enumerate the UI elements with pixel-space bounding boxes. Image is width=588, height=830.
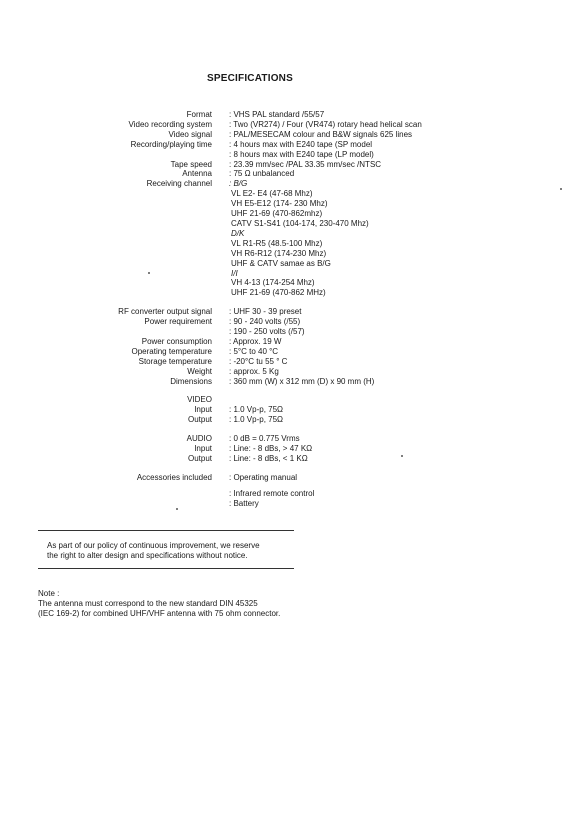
spec-row (0, 405, 588, 415)
spec-row (0, 288, 588, 298)
spec-row (0, 269, 588, 279)
spec-row (0, 377, 588, 387)
spec-value: CATV S1-S41 (104-174, 230-470 Mhz) (231, 218, 369, 228)
improvement-notice (47, 541, 347, 561)
notice-line-2: the right to alter design and specifications without notice. (47, 551, 248, 560)
spec-value: : Line: - 8 dBs, > 47 KΩ (229, 444, 313, 454)
spec-row (0, 160, 588, 170)
spec-value: : 1.0 Vp-p, 75Ω (229, 405, 284, 415)
spec-row (0, 454, 588, 464)
divider-top (38, 530, 294, 531)
spec-row (0, 229, 588, 239)
spec-label: RF converter output signal (118, 307, 212, 317)
spec-value: UHF 21-69 (470-862 MHz) (231, 288, 326, 298)
antenna-note (38, 589, 378, 619)
spec-label: Tape speed (170, 159, 212, 169)
spec-value: : 1.0 Vp-p, 75Ω (229, 415, 284, 425)
spec-label: Output (187, 415, 212, 425)
spec-label: VIDEO (187, 395, 212, 405)
scan-speck (401, 455, 403, 457)
spec-value: VH 4-13 (174-254 Mhz) (231, 278, 315, 288)
divider-bottom (38, 568, 294, 569)
spec-value: : Line: - 8 dBs, < 1 KΩ (229, 454, 308, 463)
spec-label (0, 239, 212, 249)
spec-label (0, 219, 212, 229)
spec-row (0, 219, 588, 229)
spec-value: : Infrared remote control (229, 488, 315, 498)
spec-row (0, 367, 588, 377)
spec-value: : approx. 5 Kg (229, 366, 279, 376)
spec-label: Output (187, 454, 212, 463)
spec-label (0, 288, 212, 298)
spec-value: VL E2- E4 (47-68 Mhz) (231, 189, 313, 199)
spec-label: Input (194, 405, 212, 415)
spec-value: : Approx. 19 W (229, 336, 282, 346)
spec-row (0, 434, 588, 444)
spec-row (0, 444, 588, 454)
spec-value: : PAL/MESECAM colour and B&W signals 625 lines (229, 129, 413, 139)
spec-value: : -20°C tu 55 ° C (229, 356, 288, 366)
spec-label: Input (194, 444, 212, 454)
spec-value: : 4 hours max with E240 tape (SP model (229, 139, 373, 149)
spec-row (0, 499, 588, 509)
spec-row (0, 347, 588, 357)
spec-value: : 75 Ω unbalanced (229, 169, 295, 179)
spec-label: Power requirement (144, 317, 212, 327)
scan-speck (560, 188, 562, 190)
spec-row (0, 489, 588, 499)
spec-label: Format (186, 110, 212, 119)
spec-label: Video signal (168, 129, 212, 139)
spec-value: VH E5-E12 (174- 230 Mhz) (231, 199, 328, 209)
spec-label: Antenna (182, 169, 212, 179)
spec-label (0, 229, 212, 239)
scan-speck (176, 508, 178, 510)
spec-value: : 23.39 mm/sec /PAL 33.35 mm/sec /NTSC (229, 159, 382, 169)
spec-list (0, 110, 588, 509)
spec-row (0, 239, 588, 249)
spec-row (0, 357, 588, 367)
spec-label: AUDIO (186, 434, 212, 444)
spec-value (212, 395, 229, 405)
spec-value: : Two (VR274) / Four (VR474) rotary head helical scan (229, 119, 422, 129)
spec-row (0, 199, 588, 209)
spec-row (0, 130, 588, 140)
spec-value: UHF & CATV samae as B/G (231, 258, 331, 268)
spec-row (0, 110, 588, 120)
spec-row (0, 249, 588, 259)
spec-row (0, 259, 588, 269)
spec-value: : 5°C to 40 °C (229, 346, 279, 356)
spec-label (0, 327, 212, 337)
scan-speck (148, 272, 150, 274)
spec-row (0, 415, 588, 425)
spec-label: Receiving channel (146, 179, 212, 189)
spec-row (0, 189, 588, 199)
spec-label (0, 199, 212, 209)
spec-value: : UHF 30 - 39 preset (229, 307, 302, 317)
spec-value: : 8 hours max with E240 tape (LP model) (229, 149, 374, 159)
spec-value: VH R6-R12 (174-230 Mhz) (231, 248, 327, 258)
spec-label: Weight (187, 366, 212, 376)
spec-value: D/K (231, 228, 245, 238)
note-line-1: The antenna must correspond to the new standard DIN 45325 (38, 599, 258, 608)
spec-row (0, 473, 588, 483)
spec-value: UHF 21-69 (470-862mhz) (231, 209, 323, 219)
spec-row (0, 209, 588, 219)
spec-row (0, 120, 588, 130)
spec-value: : 0 dB = 0.775 Vrms (229, 434, 300, 444)
spec-label (0, 249, 212, 259)
spec-label (0, 259, 212, 269)
spec-label (0, 278, 212, 288)
spec-row (0, 317, 588, 327)
spec-row (0, 179, 588, 189)
spec-label: Operating temperature (131, 346, 212, 356)
spec-label: Accessories included (136, 472, 212, 482)
spec-label (0, 189, 212, 199)
spec-label: Video recording system (128, 119, 212, 129)
spec-value: : VHS PAL standard /55/57 (229, 110, 325, 119)
spec-row (0, 150, 588, 160)
spec-row (0, 337, 588, 347)
spec-label (0, 269, 212, 279)
spec-row (0, 327, 588, 337)
page-title: SPECIFICATIONS (207, 73, 293, 84)
notice-line-1: As part of our policy of continuous improvement, we reserve (47, 541, 260, 550)
spec-value: : B/G (229, 179, 248, 189)
spec-label (0, 150, 212, 160)
spec-row (0, 169, 588, 179)
spec-value: : 90 - 240 volts (/55) (229, 317, 301, 327)
spec-value: : 190 - 250 volts (/57) (229, 327, 305, 337)
spec-label (0, 209, 212, 219)
note-line-2: (IEC 169-2) for combined UHF/VHF antenna with 75 ohm connector. (38, 609, 281, 618)
spec-value: I/I (231, 268, 238, 278)
spec-value: : Operating manual (229, 472, 298, 482)
spec-label: Recording/playing time (130, 139, 212, 149)
note-heading: Note : (38, 589, 60, 598)
spec-row (0, 395, 588, 405)
spec-row (0, 278, 588, 288)
spec-label: Dimensions (170, 376, 212, 386)
spec-label (0, 499, 212, 509)
spec-label: Storage temperature (138, 356, 212, 366)
spec-value: VL R1-R5 (48.5-100 Mhz) (231, 238, 323, 248)
spec-row (0, 140, 588, 150)
spec-label: Power consumption (141, 336, 212, 346)
spec-value: : Battery (229, 498, 259, 508)
spec-value: : 360 mm (W) x 312 mm (D) x 90 mm (H) (229, 376, 375, 386)
spec-row (0, 307, 588, 317)
spec-label (0, 489, 212, 499)
